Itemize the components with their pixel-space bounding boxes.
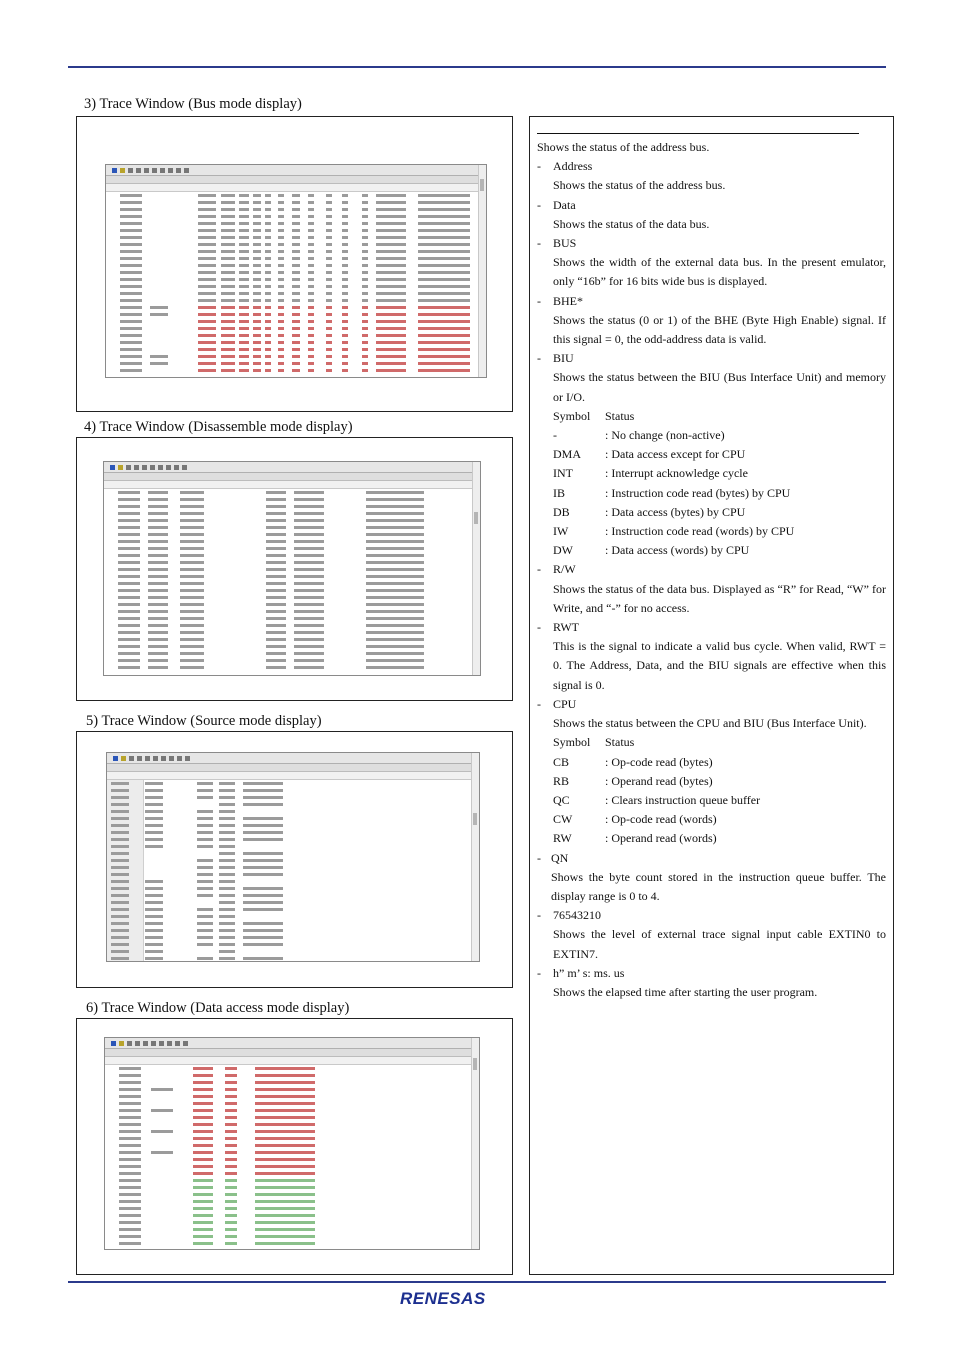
table-row bbox=[107, 913, 471, 920]
table-row bbox=[104, 615, 472, 622]
trace-window-data-access-screenshot bbox=[104, 1037, 480, 1250]
toolbar bbox=[105, 1038, 479, 1049]
table-row bbox=[105, 1198, 471, 1205]
biu-symbol-row: DW : Data access (words) by CPU bbox=[553, 543, 750, 558]
table-row bbox=[104, 580, 472, 587]
info-bar bbox=[107, 764, 479, 772]
table-row bbox=[107, 836, 471, 843]
intro-text: Shows the status of the address bus. bbox=[537, 140, 710, 154]
vertical-scrollbar bbox=[471, 753, 479, 961]
table-row bbox=[107, 822, 471, 829]
info-bar bbox=[106, 176, 486, 184]
table-row bbox=[104, 601, 472, 608]
table-row bbox=[104, 552, 472, 559]
table-row bbox=[105, 1135, 471, 1142]
toolbar bbox=[106, 165, 486, 176]
figure-box-bus-mode bbox=[76, 116, 513, 412]
biu-symbol-row: DMA : Data access except for CPU bbox=[553, 447, 746, 462]
table-row bbox=[104, 489, 472, 496]
table-row bbox=[104, 622, 472, 629]
table-row bbox=[104, 573, 472, 580]
vertical-scrollbar bbox=[471, 1038, 479, 1249]
table-row bbox=[106, 234, 478, 241]
list-item-time: - h” m’ s: ms. us bbox=[537, 965, 625, 980]
table-row bbox=[104, 503, 472, 510]
list-item-bhe: - BHE* bbox=[537, 293, 583, 308]
column-header bbox=[106, 184, 486, 192]
table-row bbox=[106, 325, 478, 332]
table-row bbox=[105, 1093, 471, 1100]
table-row bbox=[104, 517, 472, 524]
table-row bbox=[107, 829, 471, 836]
description-rule bbox=[537, 133, 859, 134]
table-row bbox=[104, 608, 472, 615]
table-row bbox=[105, 1205, 471, 1212]
table-row bbox=[105, 1142, 471, 1149]
table-row bbox=[105, 1219, 471, 1226]
table-row bbox=[104, 566, 472, 573]
table-row bbox=[107, 927, 471, 934]
table-row bbox=[106, 213, 478, 220]
section-title-source-mode: 5) Trace Window (Source mode display) bbox=[86, 713, 322, 729]
section-title-disassemble-mode: 4) Trace Window (Disassemble mode display) bbox=[84, 419, 353, 435]
table-row bbox=[107, 794, 471, 801]
table-row bbox=[107, 885, 471, 892]
description-text: Shows the status of the address bus. - Address Shows the status of the address bus. - Data Shows the status of the data bus. - BUS Shows the width of the external data bus. In the present emulator, only “16b” for 16 bits wide bus is displayed. - BHE* Shows the status (0 or 1) of the BHE (Byte High Enable) signal. If this signal = 0, the odd-address data is valid. - BIU Shows the status between the BIU (Bus Interface Unit) and memory or I/O. Symbol Status - : No change (non-active) DMA : Data access except for CPU INT : Interrupt acknowledge cycle IB : Instruction code read (bytes) by CPU DB : Data access (bytes) by CPU IW : Instruction code read (words) by CPU DW : Data access (words) by CPU - R/W Shows the status of the data bus. Displayed as “R” for Read, “W” for Write, and “-” for no access. - RWT This is the signal to indicate a valid bus cycle. When valid, RWT = 0. The Address, Data, and the BIU signals are effective when this signal is 0. - CPU Shows the status between the CPU and BIU (Bus Interface Unit). Symbol Status CB : Op-code read (bytes) RB : Operand read (bytes) QC : Clears instruction queue buffer CW : Op-code read (words) RW : Operand read (words) - QN Shows the byte count stored in the instruction queue buffer. The display range is 0 to 4. - 76543210 Shows the level of external trace signal input cable EXTIN0 to EXTIN7. - h” m’ s: ms. us Shows the elapsed time after starting the user program. bbox=[537, 140, 886, 999]
list-item-extin: - 76543210 bbox=[537, 908, 601, 923]
table-row bbox=[106, 346, 478, 353]
table-row bbox=[106, 255, 478, 262]
table-row bbox=[104, 559, 472, 566]
table-row bbox=[106, 199, 478, 206]
table-row bbox=[104, 657, 472, 664]
figure-box-source-mode bbox=[76, 731, 513, 988]
list-item-address: - Address bbox=[537, 159, 593, 174]
table-row bbox=[107, 787, 471, 794]
table-row bbox=[106, 192, 478, 199]
table-row bbox=[106, 339, 478, 346]
cpu-symbol-header: Symbol Status bbox=[553, 735, 635, 750]
table-row bbox=[107, 864, 471, 871]
table-row bbox=[106, 262, 478, 269]
table-row bbox=[106, 304, 478, 311]
table-row bbox=[104, 545, 472, 552]
table-row bbox=[107, 878, 471, 885]
table-row bbox=[107, 920, 471, 927]
table-row bbox=[107, 948, 471, 955]
table-row bbox=[106, 332, 478, 339]
table-row bbox=[105, 1121, 471, 1128]
list-item-data: - Data bbox=[537, 197, 576, 212]
table-row bbox=[106, 311, 478, 318]
table-row bbox=[104, 664, 472, 671]
table-row bbox=[104, 510, 472, 517]
list-item-bus: - BUS bbox=[537, 236, 577, 251]
table-row bbox=[105, 1114, 471, 1121]
list-item-rw: - R/W bbox=[537, 562, 576, 577]
table-row bbox=[105, 1149, 471, 1156]
toolbar bbox=[104, 462, 480, 473]
trace-rows bbox=[106, 192, 478, 377]
figure-box-data-access-mode bbox=[76, 1018, 513, 1275]
table-row bbox=[107, 871, 471, 878]
info-bar bbox=[105, 1049, 479, 1057]
section-title-data-access-mode: 6) Trace Window (Data access mode display) bbox=[86, 1000, 350, 1016]
trace-rows bbox=[104, 489, 472, 675]
table-row bbox=[106, 360, 478, 367]
table-row bbox=[107, 780, 471, 787]
table-row bbox=[105, 1212, 471, 1219]
table-row bbox=[104, 650, 472, 657]
list-item-cpu: - CPU bbox=[537, 696, 577, 711]
table-row bbox=[107, 934, 471, 941]
table-row bbox=[106, 227, 478, 234]
vertical-scrollbar bbox=[478, 165, 486, 377]
figure-box-disassemble-mode bbox=[76, 437, 513, 701]
table-row bbox=[106, 283, 478, 290]
biu-symbol-header: Symbol Status bbox=[553, 408, 635, 423]
cpu-symbol-row: CW : Op-code read (words) bbox=[553, 812, 717, 827]
table-row bbox=[107, 815, 471, 822]
table-row bbox=[107, 850, 471, 857]
toolbar bbox=[107, 753, 479, 764]
cpu-symbol-row: CB : Op-code read (bytes) bbox=[553, 754, 713, 769]
header-rule bbox=[68, 66, 886, 68]
list-item-rwt: - RWT bbox=[537, 620, 579, 635]
table-row bbox=[105, 1191, 471, 1198]
table-row bbox=[104, 587, 472, 594]
table-row bbox=[107, 892, 471, 899]
table-row bbox=[107, 857, 471, 864]
column-header bbox=[105, 1057, 479, 1065]
table-row bbox=[106, 206, 478, 213]
table-row bbox=[104, 496, 472, 503]
table-row bbox=[107, 808, 471, 815]
table-row bbox=[106, 220, 478, 227]
table-row bbox=[107, 843, 471, 850]
table-row bbox=[104, 524, 472, 531]
trace-window-bus-screenshot bbox=[105, 164, 487, 378]
biu-symbol-row: IB : Instruction code read (bytes) by CPU bbox=[553, 485, 791, 500]
table-row bbox=[106, 241, 478, 248]
table-row bbox=[107, 941, 471, 948]
table-row bbox=[106, 290, 478, 297]
table-row bbox=[105, 1100, 471, 1107]
table-row bbox=[104, 629, 472, 636]
table-row bbox=[105, 1072, 471, 1079]
table-row bbox=[105, 1184, 471, 1191]
table-row bbox=[106, 297, 478, 304]
vertical-scrollbar bbox=[472, 462, 480, 675]
table-row bbox=[107, 955, 471, 962]
table-row bbox=[105, 1086, 471, 1093]
table-row bbox=[104, 594, 472, 601]
trace-window-source-screenshot bbox=[106, 752, 480, 962]
cpu-symbol-row: RW : Operand read (words) bbox=[553, 831, 717, 846]
table-row bbox=[105, 1226, 471, 1233]
column-header bbox=[104, 481, 480, 489]
table-row bbox=[107, 801, 471, 808]
biu-symbol-row: DB : Data access (bytes) by CPU bbox=[553, 504, 746, 519]
table-row bbox=[107, 906, 471, 913]
section-title-bus-mode: 3) Trace Window (Bus mode display) bbox=[84, 96, 302, 112]
table-row bbox=[107, 899, 471, 906]
svg-text:RENESAS: RENESAS bbox=[400, 1289, 486, 1308]
biu-symbol-row: INT : Interrupt acknowledge cycle bbox=[553, 466, 748, 481]
table-row bbox=[104, 643, 472, 650]
list-item-biu: - BIU bbox=[537, 351, 574, 366]
table-row bbox=[104, 538, 472, 545]
renesas-logo bbox=[398, 1285, 510, 1309]
cpu-symbol-row: RB : Operand read (bytes) bbox=[553, 773, 713, 788]
table-row bbox=[105, 1170, 471, 1177]
table-row bbox=[105, 1107, 471, 1114]
table-row bbox=[105, 1240, 471, 1247]
table-row bbox=[105, 1177, 471, 1184]
table-row bbox=[105, 1128, 471, 1135]
table-row bbox=[106, 276, 478, 283]
table-row bbox=[106, 248, 478, 255]
table-row bbox=[106, 269, 478, 276]
table-row bbox=[104, 636, 472, 643]
table-row bbox=[104, 531, 472, 538]
table-row bbox=[105, 1156, 471, 1163]
table-row bbox=[105, 1065, 471, 1072]
biu-symbol-row: - : No change (non-active) bbox=[553, 428, 725, 443]
footer-rule bbox=[68, 1281, 886, 1283]
table-row bbox=[106, 318, 478, 325]
trace-window-disassemble-screenshot bbox=[103, 461, 481, 676]
info-bar bbox=[104, 473, 480, 481]
biu-symbol-row: IW : Instruction code read (words) by CPU bbox=[553, 524, 795, 539]
trace-rows bbox=[105, 1065, 471, 1249]
table-row bbox=[106, 367, 478, 374]
table-row bbox=[105, 1079, 471, 1086]
trace-rows bbox=[107, 780, 471, 961]
cpu-symbol-row: QC : Clears instruction queue buffer bbox=[553, 792, 761, 807]
table-row bbox=[105, 1163, 471, 1170]
table-row bbox=[106, 353, 478, 360]
column-header bbox=[107, 772, 479, 780]
list-item-qn: - QN bbox=[537, 850, 569, 865]
table-row bbox=[105, 1233, 471, 1240]
